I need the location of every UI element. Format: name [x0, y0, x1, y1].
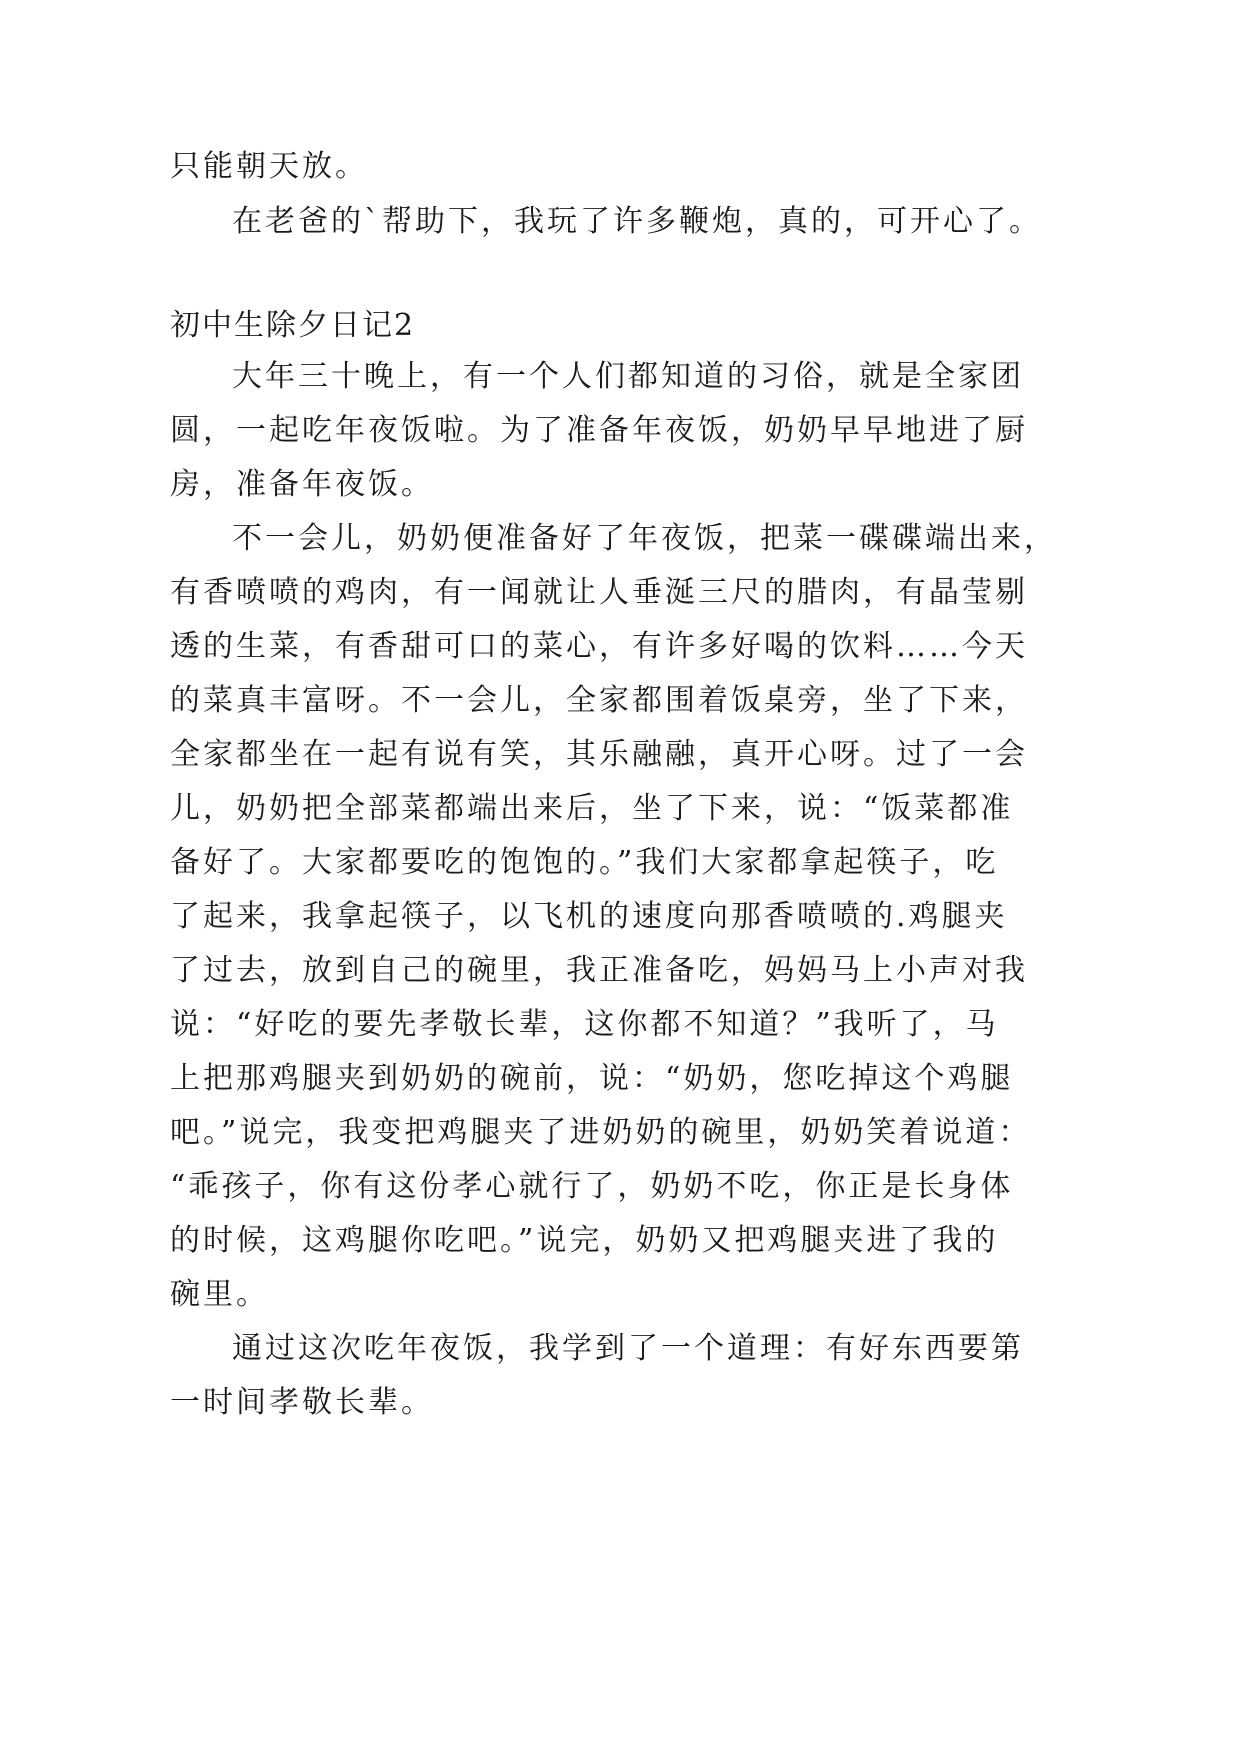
paragraph-1-line-3: 房，准备年夜饭。 [170, 467, 434, 502]
paragraph-2-line-13: “乖孩子，你有这份孝心就行了，奶奶不吃，你正是长身体 [170, 1169, 1014, 1204]
paragraph-2-line-9: 了过去，放到自己的碗里，我正准备吃，妈妈马上小声对我 [170, 953, 1028, 988]
paragraph-2-line-8: 了起来，我拿起筷子，以飞机的速度向那香喷喷的.鸡腿夹 [170, 899, 1008, 934]
paragraph-2-line-11: 上把那鸡腿夹到奶奶的碗前，说：“奶奶，您吃掉这个鸡腿 [170, 1061, 1014, 1096]
paragraph-3-line-1: 通过这次吃年夜饭，我学到了一个道理：有好东西要第 [232, 1331, 1024, 1366]
paragraph-3-line-2: 一时间孝敬长辈。 [170, 1385, 434, 1420]
paragraph-2-line-10: 说：“好吃的要先孝敬长辈，这你都不知道？”我听了，马 [170, 1007, 999, 1042]
carryover-line: 只能朝天放。 [170, 149, 368, 184]
paragraph-2-line-6: 儿，奶奶把全部菜都端出来后，坐了下来，说：“饭菜都准 [170, 791, 1014, 826]
paragraph-1-line-1: 大年三十晚上，有一个人们都知道的习俗，就是全家团 [232, 359, 1024, 394]
prev-closing-paragraph: 在老爸的`帮助下，我玩了许多鞭炮，真的，可开心了。 [232, 204, 1042, 239]
paragraph-2-line-3: 透的生菜，有香甜可口的菜心，有许多好喝的饮料……今天 [170, 629, 1028, 664]
section-title: 初中生除夕日记2 [170, 308, 416, 343]
paragraph-2-line-14: 的时候，这鸡腿你吃吧。”说完，奶奶又把鸡腿夹进了我的 [170, 1223, 999, 1258]
paragraph-2-line-7: 备好了。大家都要吃的饱饱的。”我们大家都拿起筷子，吃 [170, 845, 999, 880]
paragraph-2-line-4: 的菜真丰富呀。不一会儿，全家都围着饭桌旁，坐了下来， [170, 683, 1028, 718]
paragraph-2-line-1: 不一会儿，奶奶便准备好了年夜饭，把菜一碟碟端出来， [232, 521, 1057, 556]
paragraph-2-line-12: 吧。”说完，我变把鸡腿夹了进奶奶的碗里，奶奶笑着说道： [170, 1115, 1032, 1150]
paragraph-2-line-2: 有香喷喷的鸡肉，有一闻就让人垂涎三尺的腊肉，有晶莹剔 [170, 575, 1028, 610]
paragraph-2-line-15: 碗里。 [170, 1277, 269, 1312]
paragraph-2-line-5: 全家都坐在一起有说有笑，其乐融融，真开心呀。过了一会 [170, 737, 1028, 772]
paragraph-1-line-2: 圆，一起吃年夜饭啦。为了准备年夜饭，奶奶早早地进了厨 [170, 413, 1028, 448]
